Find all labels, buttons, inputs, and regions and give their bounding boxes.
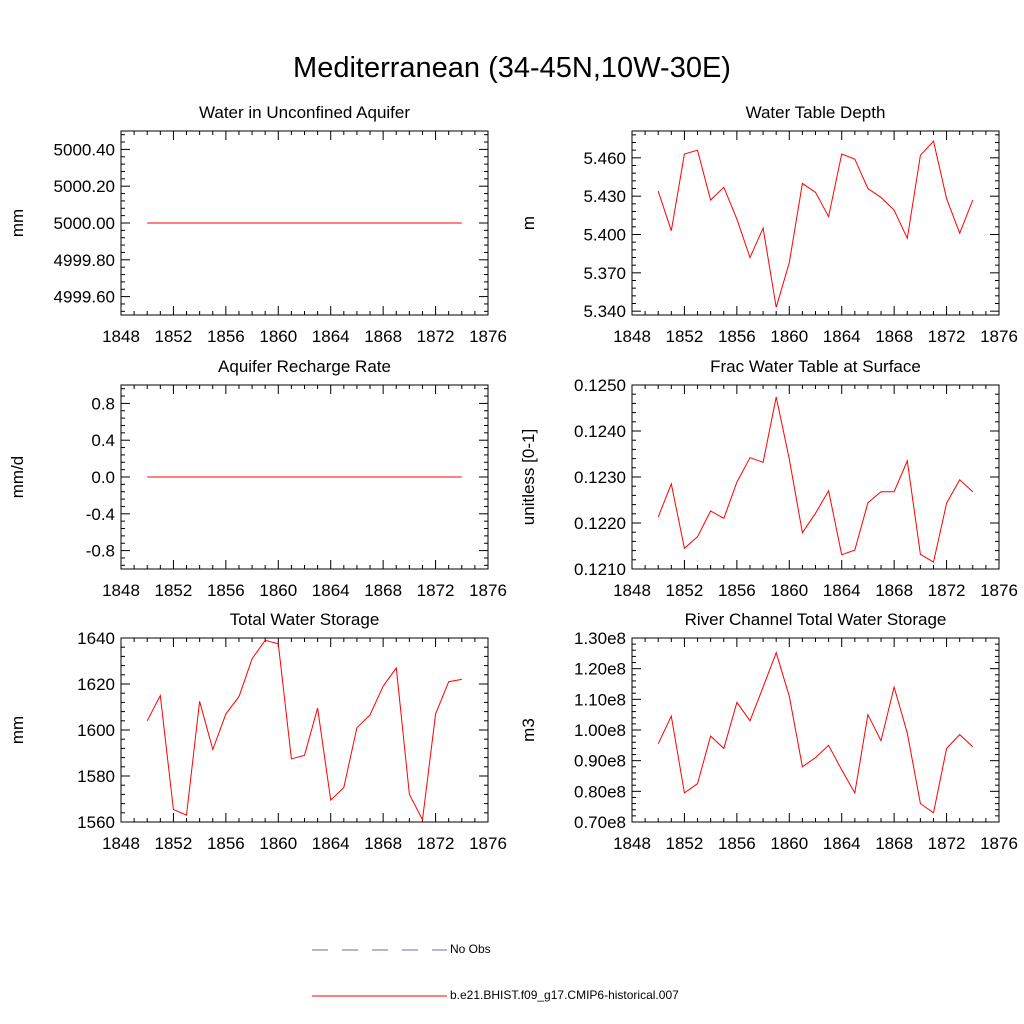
panel-title: Water Table Depth bbox=[745, 103, 886, 122]
plot-frame bbox=[632, 131, 999, 315]
y-axis-label: m3 bbox=[519, 718, 538, 742]
x-tick-label: 1856 bbox=[206, 834, 245, 853]
y-tick-label: 5000.40 bbox=[53, 140, 115, 160]
x-tick-label: 1860 bbox=[770, 581, 809, 600]
plot-frame bbox=[632, 638, 999, 822]
main-title: Mediterranean (34-45N,10W-30E) bbox=[293, 52, 731, 84]
x-tick-label: 1848 bbox=[613, 834, 651, 853]
x-tick-label: 1848 bbox=[102, 327, 140, 346]
y-tick-label: 5.400 bbox=[583, 225, 626, 245]
y-tick-label: 4999.80 bbox=[53, 250, 115, 270]
panel-title: Frac Water Table at Surface bbox=[710, 357, 921, 376]
y-tick-label: 0.1250 bbox=[574, 376, 626, 395]
plot-frame bbox=[121, 638, 488, 822]
y-tick-label: 1580 bbox=[77, 767, 115, 786]
x-tick-label: 1856 bbox=[717, 834, 756, 853]
x-tick-label: 1876 bbox=[469, 581, 507, 600]
x-tick-label: 1848 bbox=[102, 834, 140, 853]
x-tick-label: 1848 bbox=[102, 581, 140, 600]
y-axis-label: mm/d bbox=[8, 455, 27, 499]
x-tick-label: 1860 bbox=[770, 327, 809, 346]
x-tick-label: 1868 bbox=[875, 581, 914, 600]
panel-title: Aquifer Recharge Rate bbox=[218, 357, 391, 376]
x-tick-label: 1868 bbox=[364, 327, 403, 346]
chart-panel-5 bbox=[8, 610, 507, 853]
y-tick-label: 5000.20 bbox=[53, 177, 115, 197]
y-tick-label: 0.1240 bbox=[574, 422, 626, 441]
y-tick-label: 0.1220 bbox=[574, 514, 626, 533]
y-tick-label: 4999.60 bbox=[53, 287, 115, 307]
series-line bbox=[147, 640, 462, 819]
x-tick-label: 1864 bbox=[822, 581, 861, 600]
x-tick-label: 1876 bbox=[980, 834, 1018, 853]
x-tick-label: 1876 bbox=[980, 327, 1018, 346]
series-line bbox=[658, 397, 973, 562]
y-tick-label: 0.90e8 bbox=[574, 751, 626, 771]
x-tick-label: 1852 bbox=[665, 327, 704, 346]
x-tick-label: 1852 bbox=[665, 581, 704, 600]
y-tick-label: 0.80e8 bbox=[574, 782, 626, 802]
x-tick-label: 1860 bbox=[770, 834, 809, 853]
legend-label-no-obs: No Obs bbox=[450, 942, 491, 956]
x-tick-label: 1864 bbox=[822, 834, 861, 853]
panel-title: Water in Unconfined Aquifer bbox=[198, 103, 411, 122]
y-tick-label: 0.1230 bbox=[574, 468, 626, 487]
y-tick-label: 0.70e8 bbox=[574, 813, 626, 832]
x-tick-label: 1868 bbox=[875, 327, 914, 346]
y-tick-label: 5.430 bbox=[583, 187, 626, 207]
x-tick-label: 1872 bbox=[416, 834, 455, 853]
y-tick-label: 5000.00 bbox=[53, 214, 115, 233]
legend bbox=[312, 950, 447, 996]
chart-panel-2 bbox=[519, 103, 1018, 346]
x-tick-label: 1848 bbox=[613, 581, 651, 600]
series-line bbox=[658, 141, 973, 307]
x-tick-label: 1852 bbox=[154, 581, 193, 600]
y-tick-label: 1.30e8 bbox=[574, 629, 626, 648]
y-tick-label: 0.8 bbox=[91, 394, 115, 414]
y-tick-label: 0.4 bbox=[91, 431, 115, 451]
x-tick-label: 1856 bbox=[206, 581, 245, 600]
x-tick-label: 1852 bbox=[154, 327, 193, 346]
series-line bbox=[658, 653, 973, 813]
legend-label-model: b.e21.BHIST.f09_g17.CMIP6-historical.007 bbox=[450, 988, 679, 1002]
chart-panel-3 bbox=[8, 357, 507, 600]
y-tick-label: 5.460 bbox=[583, 148, 626, 168]
y-tick-label: 1620 bbox=[77, 675, 115, 694]
y-axis-label: m bbox=[519, 215, 538, 231]
x-tick-label: 1852 bbox=[665, 834, 704, 853]
y-tick-label: 5.370 bbox=[583, 263, 626, 283]
y-axis-label: mm bbox=[8, 208, 27, 238]
x-tick-label: 1876 bbox=[469, 327, 507, 346]
chart-panel-1 bbox=[8, 103, 507, 346]
y-tick-label: 1.10e8 bbox=[574, 690, 626, 710]
x-tick-label: 1860 bbox=[259, 834, 298, 853]
y-tick-label: 0.1210 bbox=[574, 560, 626, 579]
y-tick-label: 1640 bbox=[77, 629, 115, 648]
x-tick-label: 1864 bbox=[311, 581, 350, 600]
chart-panel-4 bbox=[519, 357, 1018, 600]
y-tick-label: 0.0 bbox=[91, 468, 115, 487]
panel-title: Total Water Storage bbox=[229, 610, 380, 629]
x-tick-label: 1868 bbox=[364, 581, 403, 600]
x-tick-label: 1864 bbox=[311, 327, 350, 346]
x-tick-label: 1856 bbox=[717, 581, 756, 600]
x-tick-label: 1872 bbox=[416, 327, 455, 346]
y-tick-label: 1560 bbox=[77, 813, 115, 832]
x-tick-label: 1860 bbox=[259, 581, 298, 600]
x-tick-label: 1856 bbox=[206, 327, 245, 346]
y-tick-label: 1.20e8 bbox=[574, 659, 626, 679]
x-tick-label: 1872 bbox=[416, 581, 455, 600]
y-tick-label: -0.4 bbox=[85, 504, 115, 524]
panel-title: River Channel Total Water Storage bbox=[684, 610, 947, 629]
x-tick-label: 1868 bbox=[875, 834, 914, 853]
plot-frame bbox=[632, 385, 999, 569]
x-tick-label: 1876 bbox=[980, 581, 1018, 600]
y-tick-label: 1.00e8 bbox=[574, 721, 626, 740]
x-tick-label: 1856 bbox=[717, 327, 756, 346]
y-tick-label: 5.340 bbox=[583, 302, 626, 322]
x-tick-label: 1872 bbox=[927, 581, 966, 600]
x-tick-label: 1868 bbox=[364, 834, 403, 853]
x-tick-label: 1876 bbox=[469, 834, 507, 853]
x-tick-label: 1860 bbox=[259, 327, 298, 346]
y-axis-label: mm bbox=[8, 715, 27, 745]
y-tick-label: -0.8 bbox=[85, 541, 115, 561]
x-tick-label: 1864 bbox=[822, 327, 861, 346]
y-axis-label: unitless [0-1] bbox=[519, 428, 538, 526]
x-tick-label: 1848 bbox=[613, 327, 651, 346]
x-tick-label: 1872 bbox=[927, 834, 966, 853]
x-tick-label: 1864 bbox=[311, 834, 350, 853]
y-tick-label: 1600 bbox=[77, 721, 115, 740]
chart-panel-6 bbox=[519, 610, 1018, 853]
x-tick-label: 1852 bbox=[154, 834, 193, 853]
x-tick-label: 1872 bbox=[927, 327, 966, 346]
